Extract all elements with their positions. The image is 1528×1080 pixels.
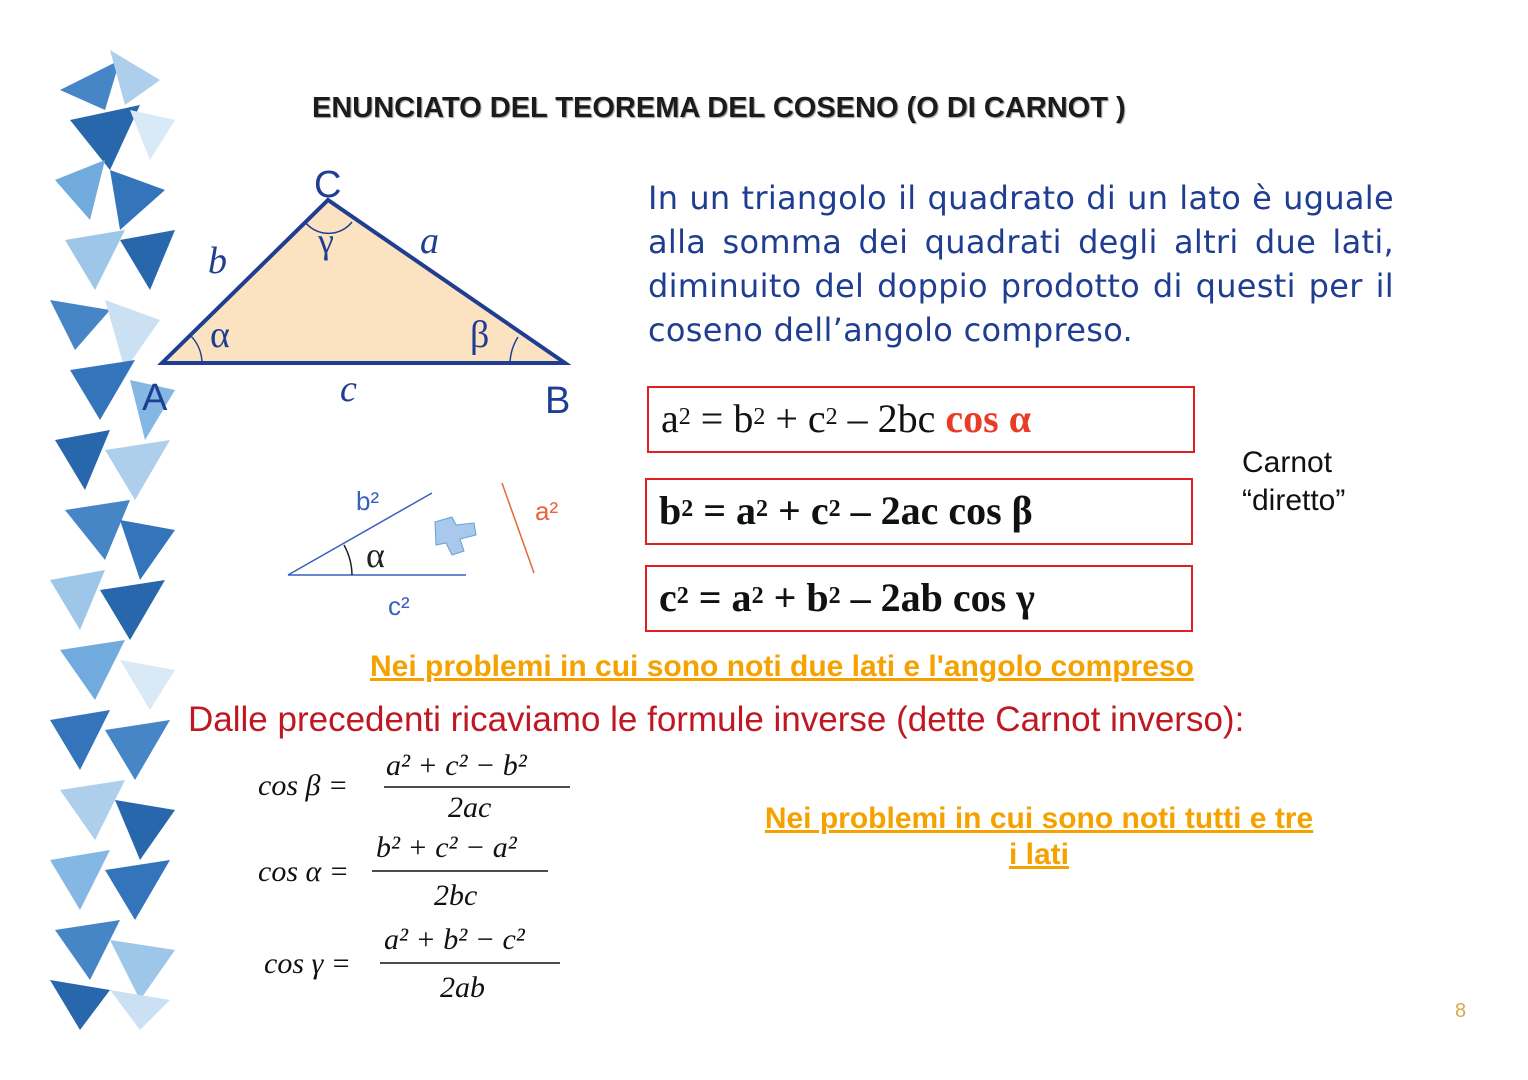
formula-c-tail: – 2ab cos γ (840, 575, 1035, 620)
vertex-c-label: C (314, 164, 342, 206)
angle-alpha-label: α (210, 314, 230, 356)
svg-text:a² + b² − c²: a² + b² − c² (384, 923, 525, 956)
angle-beta-label: β (470, 314, 490, 356)
formula-c-lhs: c (659, 575, 677, 620)
svg-text:a² + c² − b²: a² + c² − b² (386, 749, 527, 782)
small-angle-diagram (280, 475, 580, 625)
inverse-formulas (250, 745, 590, 1015)
svg-text:2ab: 2ab (440, 971, 485, 1004)
triangle-diagram (140, 155, 590, 425)
side-a-label: a (420, 220, 439, 262)
page-number: 8 (1455, 1000, 1467, 1022)
cos-gamma-formula (264, 923, 560, 1004)
svg-text:2ac: 2ac (448, 791, 492, 824)
vertex-a-label: A (142, 377, 168, 419)
label-b-squared: b² (356, 486, 380, 516)
formula-box-b: $b^2 = a^2 + c^2 - 2ac$ cos β (645, 478, 1193, 545)
formula-b-lhs: b (659, 488, 682, 533)
svg-text:2bc: 2bc (434, 879, 478, 912)
side-c-label: c (340, 368, 357, 410)
slide-title: ENUNCIATO DEL TEOREMA DEL COSENO (O DI CARNOT ) (312, 92, 1126, 124)
formula-box-a: $a^2 = b^2 + c^2 - 2bc$ cos α (647, 386, 1195, 453)
label-c-squared: c² (388, 591, 410, 621)
formula-box-c: $c^2 = a^2 + b^2 - 2ab$ cos γ (645, 565, 1193, 632)
carnot-direct-label: Carnot “diretto” (1242, 446, 1346, 517)
side-b-label: b (208, 240, 227, 282)
formula-a-cos-alpha: cos α (945, 396, 1032, 441)
formula-b-tail: – 2ac cos β (840, 488, 1033, 533)
angle-gamma-label: γ (318, 221, 334, 261)
inverse-formulas-heading: Dalle precedenti ricaviamo le formule inverse (dette Carnot inverso): (188, 700, 1245, 739)
cos-beta-formula (258, 749, 570, 824)
svg-text:b² + c² − a²: b² + c² − a² (376, 831, 517, 864)
cos-alpha-formula (258, 831, 548, 912)
theorem-statement: In un triangolo il quadrato di un lato è uguale alla somma dei quadrati degli altri due lati, diminuito del doppio prodotto di questi per il coseno dell’angolo compreso. (648, 179, 1394, 349)
label-a-squared: a² (535, 496, 559, 526)
sweep-arrow-icon (435, 517, 476, 555)
svg-text:cos β =: cos β = (258, 769, 349, 802)
problems-three-sides-link[interactable]: Nei problemi in cui sono noti tutti e tre i lati (764, 802, 1314, 871)
svg-text:cos γ =: cos γ = (264, 947, 352, 980)
formula-a-lhs: a (661, 396, 679, 441)
label-alpha-small: α (366, 535, 385, 575)
problems-two-sides-link[interactable]: Nei problemi in cui sono noti due lati e l'angolo compreso (370, 650, 1194, 683)
svg-text:cos α =: cos α = (258, 855, 349, 888)
vertex-b-label: B (545, 380, 571, 422)
